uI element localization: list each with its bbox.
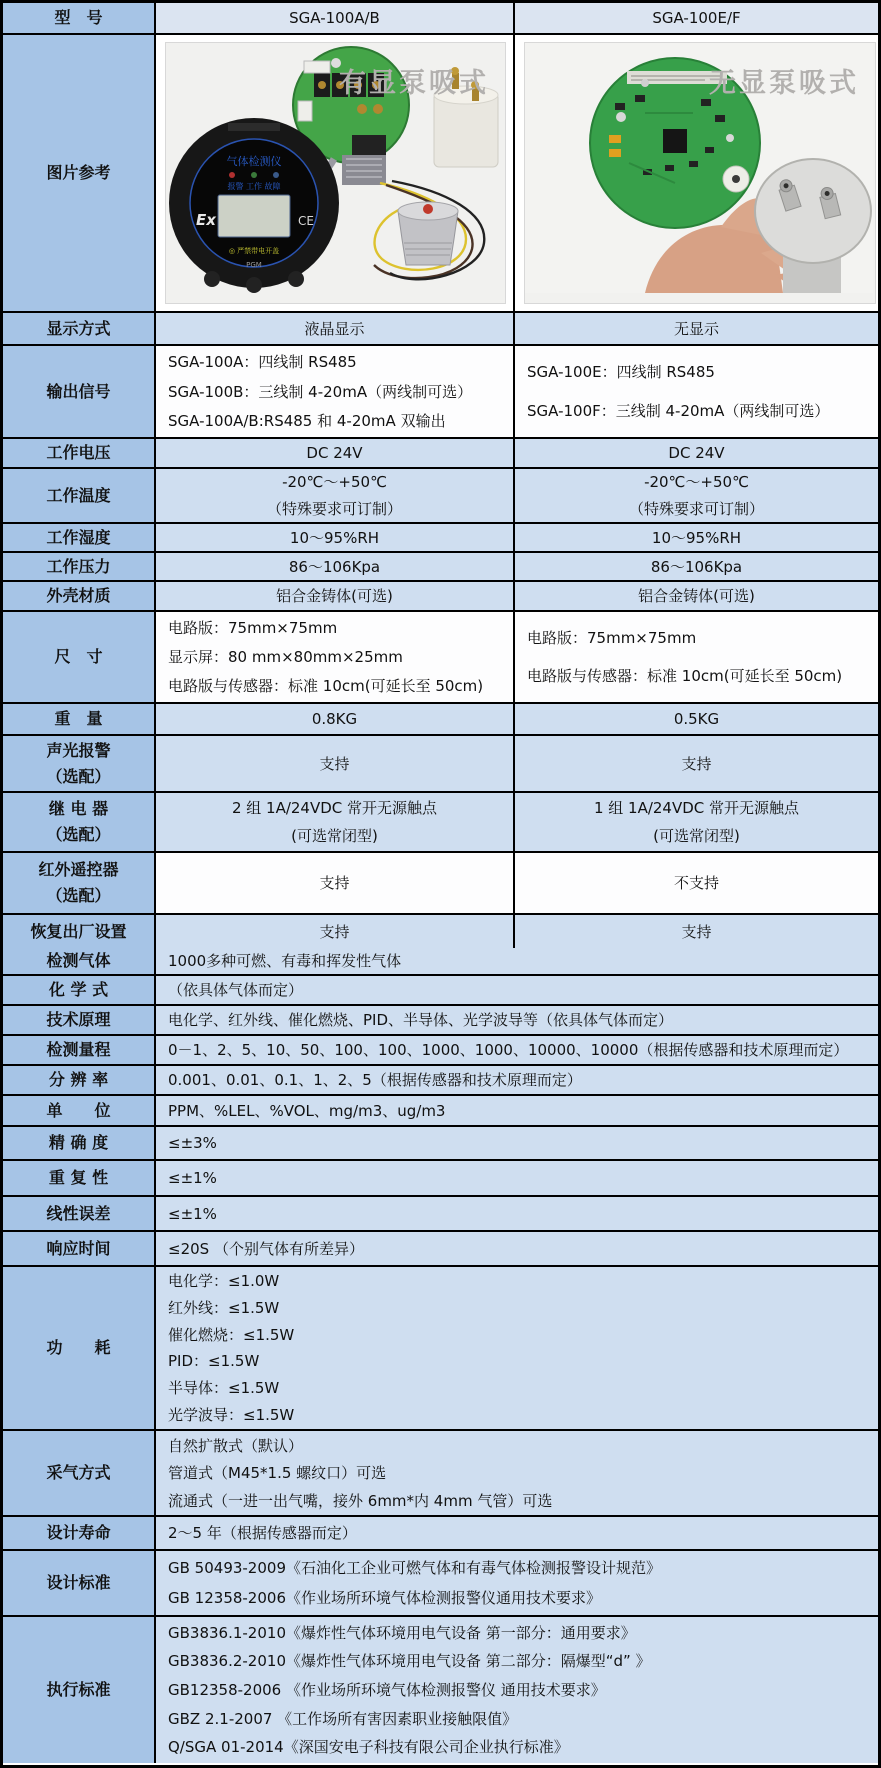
- row-label: [3, 1267, 156, 1429]
- row-label: [3, 1232, 156, 1265]
- cell-line: 恢复出厂设置: [30, 921, 127, 941]
- cell-line: 管道式（M45*1.5 螺纹口）可选: [168, 1464, 387, 1482]
- table-row: [3, 704, 878, 736]
- row-value: [156, 1517, 878, 1549]
- cell-line: SGA-100E：四线制 RS485: [527, 363, 715, 381]
- cell-line: 化 学 式: [48, 980, 109, 999]
- cell-line: 红外线：≤1.5W: [168, 1298, 280, 1317]
- table-row: [3, 1617, 878, 1763]
- photo-frame-b: [524, 42, 876, 304]
- cell-line: ≤±1%: [168, 1169, 217, 1187]
- table-row: [3, 1127, 878, 1161]
- cell-line: 无显示: [673, 319, 719, 338]
- model-a-text: SGA-100A/B: [289, 9, 380, 27]
- cell-line: 精 确 度: [48, 1133, 109, 1152]
- sensor-illustration: [398, 202, 458, 265]
- table-row: [3, 1232, 878, 1267]
- table-row: [3, 853, 878, 915]
- cell-line: 支持: [319, 754, 350, 773]
- row-label: [3, 1066, 156, 1094]
- cell-line: 电路版：75mm×75mm: [527, 628, 697, 647]
- row-label: [3, 439, 156, 467]
- cell-line: 工作压力: [46, 556, 111, 576]
- row-value: [156, 1197, 878, 1230]
- table-row: [3, 313, 878, 346]
- cell-line: 光学波导：≤1.5W: [168, 1406, 295, 1425]
- row-label: [3, 469, 156, 522]
- cell-line: -20℃～+50℃: [644, 473, 749, 492]
- svg-text:CE: CE: [298, 214, 314, 228]
- row-value: [156, 1551, 878, 1615]
- model-b-text: SGA-100E/F: [652, 9, 741, 27]
- row-label: [3, 1161, 156, 1195]
- row-value-a: [156, 313, 515, 344]
- table-row: [3, 524, 878, 553]
- table-row: [3, 948, 878, 976]
- table-row: [3, 1036, 878, 1066]
- svg-text:报警 工作 故障: 报警 工作 故障: [227, 182, 281, 191]
- row-label: [3, 1617, 156, 1763]
- cell-line: 支持: [681, 754, 712, 773]
- row-label: [3, 1197, 156, 1230]
- cell-line: 功 耗: [46, 1338, 111, 1357]
- row-value-b: [515, 853, 878, 913]
- row-value-a: [156, 612, 515, 702]
- cell-line: ≤±3%: [168, 1134, 217, 1152]
- cell-line: （特殊要求可订制）: [628, 499, 764, 518]
- cell-line: 0.5KG: [673, 710, 720, 728]
- row-label: [3, 1036, 156, 1064]
- cell-line: PPM、%LEL、%VOL、mg/m3、ug/m3: [168, 1101, 446, 1120]
- cell-line: 尺 寸: [54, 647, 103, 666]
- cell-line: 设计寿命: [46, 1523, 111, 1542]
- table-row: [3, 346, 878, 439]
- cell-line: (可选常闭型): [291, 827, 378, 845]
- photo-row-label-text: 图片参考: [46, 163, 111, 182]
- row-value-a: [156, 704, 515, 734]
- table-row: [3, 736, 878, 793]
- table-row: [3, 1096, 878, 1127]
- table-row: [3, 582, 878, 612]
- spec-rows: [3, 313, 878, 948]
- row-value: [156, 1431, 878, 1515]
- row-value-a: [156, 346, 515, 437]
- cell-line: 86～106Kpa: [650, 557, 743, 576]
- cell-line: 自然扩散式（默认）: [168, 1436, 304, 1455]
- row-label: [3, 704, 156, 734]
- row-label: [3, 1006, 156, 1034]
- header-model-a: [156, 3, 515, 33]
- cell-line: （选配）: [46, 825, 111, 844]
- cell-line: （特殊要求可订制）: [266, 499, 402, 518]
- svg-text:◎ 严禁带电开盖: ◎ 严禁带电开盖: [228, 247, 280, 255]
- cell-line: GBZ 2.1-2007 《工作场所有害因素职业接触限值》: [168, 1709, 518, 1728]
- cell-line: GB3836.2-2010《爆炸性气体环境用电气设备 第二部分：隔爆型“d” 》: [168, 1652, 651, 1671]
- row-value-b: [515, 736, 878, 791]
- header-model-label-text: 型 号: [54, 8, 103, 27]
- cell-line: 电化学、红外线、催化燃烧、PID、半导体、光学波导等（依具体气体而定）: [168, 1011, 674, 1029]
- cell-line: 单 位: [46, 1100, 111, 1120]
- row-label: [3, 976, 156, 1004]
- cell-line: 显示屏：80 mm×80mm×25mm: [168, 648, 403, 666]
- row-value-b: [515, 524, 878, 551]
- cell-line: (可选常闭型): [653, 827, 740, 845]
- table-row: [3, 469, 878, 524]
- row-label: [3, 313, 156, 344]
- svg-text:Ex: Ex: [196, 211, 216, 229]
- cell-line: 电化学：≤1.0W: [168, 1271, 280, 1290]
- cell-line: Q/SGA 01-2014《深国安电子科技有限公司企业执行标准》: [168, 1738, 569, 1757]
- row-label: [3, 1096, 156, 1125]
- cell-line: DC 24V: [306, 444, 363, 462]
- row-label: [3, 948, 156, 974]
- row-value-b: [515, 704, 878, 734]
- table-row: [3, 915, 878, 948]
- cell-line: 显示方式: [46, 318, 111, 338]
- table-row: [3, 1066, 878, 1096]
- row-value-a: [156, 439, 515, 467]
- cell-line: 0－1、2、5、10、50、100、100、1000、1000、10000、10000（根据传感器和技术原理而定）: [168, 1041, 849, 1059]
- cell-line: 工作电压: [46, 443, 111, 462]
- cell-line: GB 50493-2009《石油化工企业可燃气体和有毒气体检测报警设计规范》: [168, 1559, 661, 1577]
- cell-line: 检测量程: [46, 1040, 111, 1059]
- photo-row-label: [3, 35, 156, 311]
- row-value: [156, 1096, 878, 1125]
- row-value: [156, 1267, 878, 1429]
- row-label: [3, 793, 156, 851]
- cell-line: 分 辨 率: [48, 1070, 109, 1089]
- cell-line: 催化燃烧：≤1.5W: [168, 1325, 295, 1344]
- row-value-a: [156, 736, 515, 791]
- svg-text:PGM: PGM: [246, 261, 262, 269]
- cell-line: 线性误差: [46, 1203, 111, 1223]
- cell-line: 1000多种可燃、有毒和挥发性气体: [168, 952, 402, 970]
- cell-line: PID：≤1.5W: [168, 1352, 260, 1371]
- row-label: [3, 346, 156, 437]
- cell-line: 86～106Kpa: [288, 557, 381, 576]
- row-value-b: [515, 553, 878, 580]
- cell-line: 红外遥控器: [38, 860, 119, 879]
- cell-line: 电路版：75mm×75mm: [168, 619, 338, 637]
- row-label: [3, 1517, 156, 1549]
- row-value-b: [515, 582, 878, 610]
- cell-line: 工作湿度: [46, 527, 111, 547]
- cell-line: 支持: [681, 922, 712, 941]
- cell-line: 铝合金铸体(可选): [638, 587, 755, 605]
- row-value-a: [156, 915, 515, 948]
- row-value-b: [515, 469, 878, 522]
- row-value: [156, 976, 878, 1004]
- cell-line: 电路版与传感器：标准 10cm(可延长至 50cm): [168, 677, 484, 695]
- cell-line: 0.8KG: [311, 710, 358, 728]
- row-value-b: [515, 612, 878, 702]
- cell-line: 10～95%RH: [289, 528, 380, 547]
- cell-line: -20℃～+50℃: [282, 473, 387, 492]
- photo-row: [3, 35, 878, 313]
- cell-line: 液晶显示: [304, 319, 365, 338]
- cell-line: 0.001、0.01、0.1、1、2、5（根据传感器和技术原理而定）: [168, 1071, 582, 1089]
- cell-line: SGA-100B：三线制 4-20mA（两线制可选）: [168, 382, 473, 401]
- cell-line: SGA-100F：三线制 4-20mA（两线制可选）: [527, 402, 830, 420]
- cell-line: 外壳材质: [46, 586, 111, 605]
- cell-line: 电路版与传感器：标准 10cm(可延长至 50cm): [527, 667, 843, 686]
- row-label: [3, 1431, 156, 1515]
- cell-line: （选配）: [46, 886, 111, 905]
- row-value-a: [156, 582, 515, 610]
- table-row: [3, 1161, 878, 1197]
- row-value-a: [156, 793, 515, 851]
- header-model-b: [515, 3, 878, 33]
- table-row: [3, 1431, 878, 1517]
- row-value: [156, 1127, 878, 1159]
- cell-line: 工作温度: [46, 485, 111, 505]
- table-row: [3, 793, 878, 853]
- cell-line: 声光报警: [46, 740, 111, 760]
- cell-line: ≤±1%: [168, 1204, 217, 1223]
- full-rows: [3, 948, 878, 1763]
- cell-line: 2 组 1A/24VDC 常开无源触点: [231, 799, 438, 817]
- row-value: [156, 1232, 878, 1265]
- row-value-b: [515, 793, 878, 851]
- cell-line: GB 12358-2006《作业场所环境气体检测报警仪通用技术要求》: [168, 1589, 601, 1607]
- table-row: [3, 976, 878, 1006]
- cell-line: GB12358-2006 《作业场所环境气体检测报警仪 通用技术要求》: [168, 1680, 606, 1699]
- row-label: [3, 1127, 156, 1159]
- cell-line: 1 组 1A/24VDC 常开无源触点: [593, 799, 800, 817]
- cell-line: 半导体：≤1.5W: [168, 1379, 280, 1398]
- row-value-a: [156, 853, 515, 913]
- cell-line: （依具体气体而定）: [168, 981, 304, 999]
- row-value: [156, 948, 878, 974]
- photo-caption-a: 有显泵吸式: [339, 68, 489, 99]
- row-value-b: [515, 439, 878, 467]
- table-row: [3, 1267, 878, 1431]
- row-value: [156, 1161, 878, 1195]
- cell-line: ≤20S （个别气体有所差异）: [168, 1239, 364, 1258]
- cell-line: 重 量: [54, 709, 103, 728]
- cell-line: SGA-100A：四线制 RS485: [168, 353, 357, 372]
- cell-line: DC 24V: [668, 444, 725, 462]
- cell-line: 响应时间: [46, 1238, 111, 1258]
- cell-line: 继 电 器: [48, 799, 109, 818]
- cell-line: 10～95%RH: [651, 528, 742, 547]
- photo-frame-a: [165, 42, 506, 304]
- cell-line: 2～5 年（根据传感器而定）: [168, 1524, 357, 1542]
- cell-line: GB3836.1-2010《爆炸性气体环境用电气设备 第一部分：通用要求》: [168, 1623, 636, 1642]
- table-row: [3, 1517, 878, 1551]
- row-label: [3, 553, 156, 580]
- row-value-a: [156, 553, 515, 580]
- table-row: [3, 1551, 878, 1617]
- cell-line: 重 复 性: [48, 1168, 109, 1187]
- row-value-a: [156, 524, 515, 551]
- cell-line: 不支持: [673, 874, 719, 892]
- table-header-row: [3, 3, 878, 35]
- table-row: [3, 439, 878, 469]
- row-label: [3, 582, 156, 610]
- table-row: [3, 1197, 878, 1232]
- row-label: [3, 915, 156, 948]
- row-label: [3, 1551, 156, 1615]
- product-photo-a: [156, 35, 515, 311]
- table-row: [3, 553, 878, 582]
- row-value-b: [515, 915, 878, 948]
- row-value: [156, 1006, 878, 1034]
- cell-line: 采气方式: [46, 1463, 111, 1482]
- cell-line: 流通式（一进一出气嘴，接外 6mm*内 4mm 气管）可选: [168, 1491, 553, 1510]
- table-row: [3, 612, 878, 704]
- cell-line: 支持: [319, 874, 350, 892]
- row-value: [156, 1036, 878, 1064]
- svg-text:气体检测仪: 气体检测仪: [226, 155, 282, 168]
- row-value-b: [515, 346, 878, 437]
- cell-line: 支持: [319, 922, 350, 941]
- row-label: [3, 612, 156, 702]
- cell-line: 检测气体: [46, 951, 111, 970]
- cell-line: 铝合金铸体(可选): [276, 587, 393, 605]
- table-row: [3, 1006, 878, 1036]
- row-label: [3, 524, 156, 551]
- row-value: [156, 1617, 878, 1763]
- photo-caption-b: 无显泵吸式: [709, 68, 859, 99]
- product-photo-b: [515, 35, 881, 311]
- cell-line: 输出信号: [46, 381, 111, 401]
- cell-line: 设计标准: [46, 1573, 111, 1592]
- cell-line: SGA-100A/B:RS485 和 4-20mA 双输出: [168, 411, 446, 430]
- cell-line: （选配）: [46, 766, 111, 786]
- row-value-b: [515, 313, 878, 344]
- row-value-a: [156, 469, 515, 522]
- cell-line: 技术原理: [46, 1010, 111, 1029]
- row-value: [156, 1066, 878, 1094]
- header-model-label: [3, 3, 156, 33]
- cell-line: 执行标准: [46, 1680, 111, 1699]
- row-label: [3, 853, 156, 913]
- row-label: [3, 736, 156, 791]
